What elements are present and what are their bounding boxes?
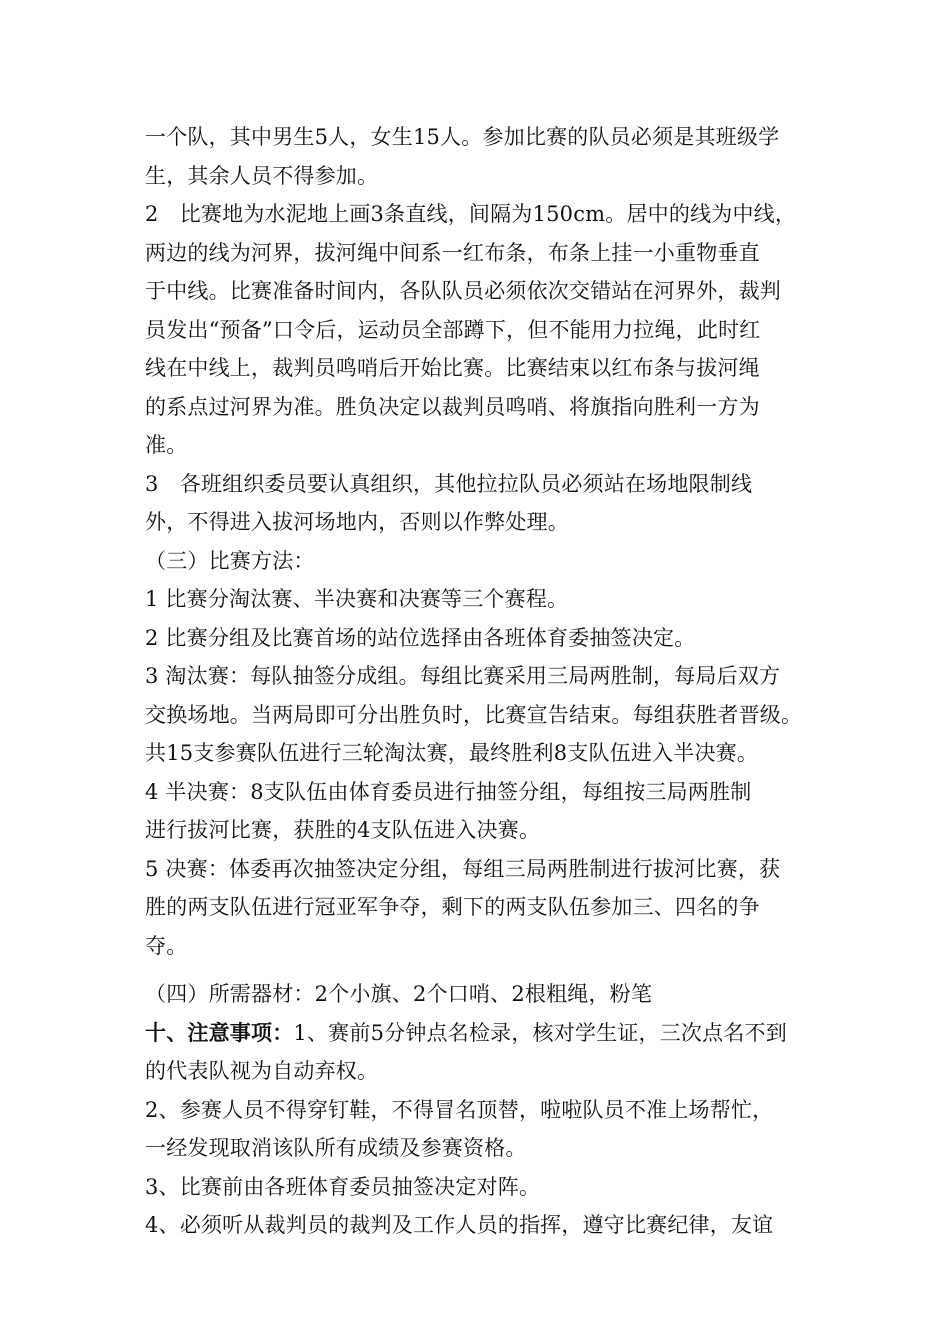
text-line: 1 比赛分淘汰赛、半决赛和决赛等三个赛程。 (145, 587, 569, 611)
body-text (145, 118, 815, 1245)
notes-first-line (145, 1014, 815, 1053)
text-line: 一经发现取消该队所有成绩及参赛资格。 (145, 1136, 527, 1160)
text-line: 的代表队视为自动弃权。 (145, 1059, 379, 1083)
text-line: 两边的线为河界，拔河绳中间系一红布条，布条上挂一小重物垂直 (145, 240, 760, 265)
text-line: 一个队，其中男生5人，女生15人。参加比赛的队员必须是其班级学 (145, 125, 780, 149)
text-line: 交换场地。当两局即可分出胜负时，比赛宣告结束。每组获胜者晋级。 (145, 702, 803, 727)
text-line: 准。 (145, 433, 188, 457)
notes-heading: 十、注意事项： (145, 1020, 294, 1045)
equipment-line: （四）所需器材：2个小旗、2个口哨、2根粗绳，粉笔 (145, 982, 653, 1006)
text-line: 外，不得进入拔河场地内，否则以作弊处理。 (145, 510, 569, 534)
text-line: 4 半决赛：8支队伍由体育委员进行抽签分组，每组按三局两胜制 (145, 779, 752, 804)
text-line: 夺。 (145, 933, 188, 958)
text-line: 2 比赛地为水泥地上画3条直线，间隔为150cm。居中的线为中线， (145, 202, 797, 226)
text-line: 线在中线上，裁判员鸣哨后开始比赛。比赛结束以红布条与拔河绳 (145, 356, 760, 380)
text-line: 进行拔河比赛，获胜的4支队伍进入决赛。 (145, 818, 541, 842)
text-line: 2、参赛人员不得穿钉鞋，不得冒名顶替，啦啦队员不准上场帮忙， (145, 1097, 774, 1122)
text-line: 共15支参赛队伍进行三轮淘汰赛，最终胜利8支队伍进入半决赛。 (145, 741, 759, 765)
text-line: 3、比赛前由各班体育委员抽签决定对阵。 (145, 1174, 541, 1199)
text-line: 2 比赛分组及比赛首场的站位选择由各班体育委抽签决定。 (145, 625, 696, 650)
notes-item-1: 1、赛前5分钟点名检录，核对学生证，三次点名不到 (293, 1020, 787, 1045)
paragraph-gap (145, 965, 815, 975)
text-line: 于中线。比赛准备时间内，各队队员必须依次交错站在河界外，裁判 (145, 279, 781, 303)
text-line: 员发出“预备”口令后，运动员全部蹲下，但不能用力拉绳，此时红 (145, 317, 761, 342)
section-heading: （三）比赛方法： (145, 548, 315, 573)
text-line: 的系点过河界为准。胜负决定以裁判员鸣哨、将旗指向胜利一方为 (145, 394, 760, 419)
text-line: 4、必须听从裁判员的裁判及工作人员的指挥，遵守比赛纪律，友谊 (145, 1213, 774, 1237)
text-line: 5 决赛：体委再次抽签决定分组，每组三局两胜制进行拔河比赛，获 (145, 856, 781, 881)
text-line: 胜的两支队伍进行冠亚军争夺，剩下的两支队伍参加三、四名的争 (145, 895, 760, 919)
text-line: 3 淘汰赛：每队抽签分成组。每组比赛采用三局两胜制，每局后双方 (145, 664, 781, 688)
text-line: 3 各班组织委员要认真组织，其他拉拉队员必须站在场地限制线 (145, 471, 753, 496)
text-line: 生，其余人员不得参加。 (145, 163, 379, 188)
